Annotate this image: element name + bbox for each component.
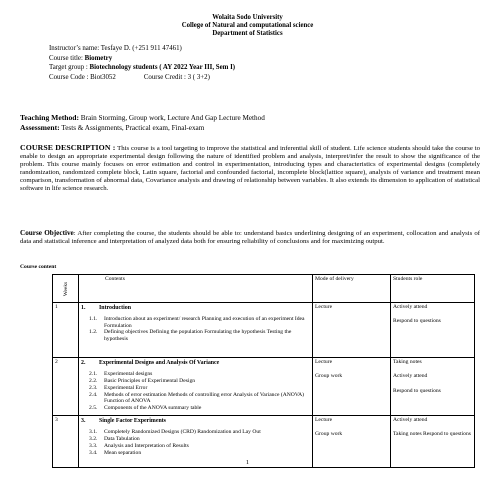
subtopic-number: 3.4. xyxy=(89,449,98,456)
department-name: Department of Statistics xyxy=(212,30,283,38)
subtopic-text: Basic Principles of Experimental Design xyxy=(104,378,196,385)
course-description-label: COURSE DESCRIPTION : xyxy=(20,143,116,152)
mode-item: Group work xyxy=(315,373,343,380)
mode-cell xyxy=(313,358,391,416)
subtopic-item xyxy=(89,429,310,435)
role-cell xyxy=(391,303,475,358)
college-name: College of Natural and computational science xyxy=(181,22,314,30)
subtopic-item xyxy=(89,378,310,384)
subtopic-text: Mean separation xyxy=(104,449,142,456)
target-group-value: Biotechnology students ( AY 2022 Year III, Sem I) xyxy=(89,64,236,72)
unit-title xyxy=(81,360,310,366)
mode-cell xyxy=(313,303,391,358)
subtopic-item xyxy=(89,436,310,442)
methods-block xyxy=(20,113,480,133)
teaching-method-text: Brain Storming, Group work, Lecture And Gap Lecture Method xyxy=(79,114,265,122)
subtopic-number: 2.1. xyxy=(89,371,98,378)
table-row xyxy=(53,358,475,416)
subtopic-number: 1.2. xyxy=(89,329,98,336)
subtopic-number: 2.5. xyxy=(89,404,98,411)
header-mode: Mode of delivery xyxy=(313,275,391,303)
role-item: Respond to questions xyxy=(393,387,441,394)
role-cell xyxy=(391,358,475,416)
subtopic-item xyxy=(89,385,310,391)
mode-item: Lecture xyxy=(315,359,333,365)
subtopic-number: 2.4. xyxy=(89,391,98,398)
subtopic-item xyxy=(89,405,310,411)
page-number: 1 xyxy=(245,459,250,466)
unit-title-text: Single Factor Experiments xyxy=(99,418,166,424)
subtopic-number: 3.2. xyxy=(89,436,98,443)
subtopic-number: 3.1. xyxy=(89,429,98,436)
unit-title xyxy=(81,305,310,311)
course-credit: Course Credit : 3 ( 3+2) xyxy=(143,73,210,81)
subtopic-item xyxy=(89,450,310,456)
subtopic-item xyxy=(89,443,310,449)
subtopic-text: Experimental designs xyxy=(104,371,153,378)
header-contents: Contents xyxy=(79,275,313,303)
assessment-label: Assessment: xyxy=(20,123,60,133)
table-row xyxy=(53,303,475,358)
subtopic-text: Methods of error estimation Methods of controlling error Analysis of Variance (ANOVA) Function of ANOVA xyxy=(104,391,305,404)
mode-item: Lecture xyxy=(315,304,333,310)
course-meta xyxy=(49,44,235,82)
target-group-label: Target group : xyxy=(49,64,90,72)
teaching-method-line xyxy=(20,113,480,123)
assessment-text: Tests & Assignments, Practical exam, Final-exam xyxy=(59,124,205,133)
course-code: Course Code : Biot3052 xyxy=(49,73,116,81)
subtopic-text: Experimental Error xyxy=(104,384,148,391)
unit-title xyxy=(81,418,310,424)
content-cell xyxy=(79,358,313,416)
course-description-text: This course is a tool targeting to improve the statistical and inferential skill of student. Life science students should take the course to enable to design an appropriate experimental design following the nature of identified problem and analysis, interpret/infer the result to show the significance of the problem. This course mainly focuses on error estimation and control in experimentation, introducing types and characteristics of experimental designs (completely randomization, randomized complete block, Latin square, factorial and confounded factorial, incomplete block(lattice square), analysis of variance and treatment mean comparison, transformation of abnormal data, Covariance analysis and drawing of relationship between variables. It also extends its dimension to application of statistical software in life science research. xyxy=(20,145,480,193)
subtopic-number: 2.2. xyxy=(89,378,98,385)
course-title-line xyxy=(49,54,235,64)
unit-number: 3. xyxy=(81,418,86,424)
course-title-value: Biometry xyxy=(84,54,113,62)
subtopic-number: 2.3. xyxy=(89,384,98,391)
document-header xyxy=(0,14,495,39)
course-objective-label: Course Objective xyxy=(20,229,74,237)
subtopic-number: 3.3. xyxy=(89,442,98,449)
subtopic-text: Completely Randomized Designs (CRD) Randomization and Lay Out xyxy=(104,429,261,436)
subtopic-text: Analysis and Interpretation of Results xyxy=(104,442,189,449)
table-header-row xyxy=(53,275,475,303)
unit-number: 2. xyxy=(81,360,86,366)
unit-title-text: Introduction xyxy=(99,305,131,311)
subtopic-item xyxy=(89,316,310,329)
role-item: Actively attend xyxy=(393,417,428,423)
target-group-line xyxy=(49,63,235,73)
subtopic-item xyxy=(89,329,310,342)
teaching-method-label: Teaching Method: xyxy=(20,113,79,122)
role-item: Actively attend xyxy=(393,373,428,380)
header-role: Students role xyxy=(391,275,475,303)
subtopic-text: Data Tabulation xyxy=(104,436,140,443)
unit-title-text: Experimental Designs and Analysis Of Variance xyxy=(99,360,220,366)
role-item: Taking notes xyxy=(393,359,422,365)
subtopic-text: Components of the ANOVA summary table xyxy=(104,404,202,411)
content-cell xyxy=(79,303,313,358)
course-description xyxy=(20,144,480,194)
subtopic-item xyxy=(89,371,310,377)
course-code-row xyxy=(49,73,235,83)
subtopic-text: Defining objectives Defining the population Formulating the hypothesis Testing the hypothesis xyxy=(104,329,292,342)
course-title-label: Course title: xyxy=(49,54,85,62)
mode-item: Group work xyxy=(315,431,343,438)
course-content-title: Course content xyxy=(20,264,57,270)
table-body xyxy=(53,303,475,468)
subtopic-item xyxy=(89,392,310,405)
week-cell: 1 xyxy=(53,303,79,358)
assessment-line xyxy=(20,123,480,133)
role-item: Respond to questions xyxy=(393,318,441,325)
role-item: Actively attend xyxy=(393,304,428,310)
subtopic-number: 1.1. xyxy=(89,316,98,323)
subtopic-text: Introduction about an experiment/ research Planning and execution of an experiment Idea Formulation xyxy=(104,316,305,329)
instructor-line: Instructor’s name: Tesfaye D. (+251 911 47461) xyxy=(49,45,182,52)
unit-number: 1. xyxy=(81,305,86,311)
university-name: Wolaita Sodo University xyxy=(212,14,283,21)
course-objective xyxy=(20,229,480,246)
week-cell: 2 xyxy=(53,358,79,416)
role-item: Taking notes Respond to questions xyxy=(393,431,471,438)
course-objective-text: : After completing the course, the students should be able to: understand basics underlining designing of an experiment, collocation and analysis of data and statistical inference and interpretation of analyzed data both for ensuring reliability of conclusions and for maximizing output. xyxy=(20,230,481,246)
header-weeks: Weeks xyxy=(53,275,79,303)
week-cell: 3 xyxy=(53,416,79,468)
course-content-table xyxy=(52,274,475,468)
mode-item: Lecture xyxy=(315,417,333,423)
